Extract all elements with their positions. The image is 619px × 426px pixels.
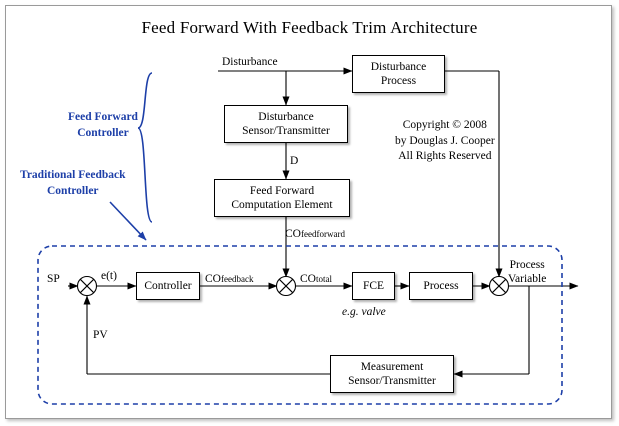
block-disturbance-process-line2: Process bbox=[380, 75, 417, 87]
block-measurement-sensor-line1: Measurement bbox=[360, 360, 424, 373]
block-disturbance-sensor bbox=[224, 105, 348, 143]
label-disturbance: Disturbance bbox=[222, 56, 278, 68]
block-disturbance-sensor-line2: Sensor/Transmitter bbox=[242, 125, 330, 137]
block-process bbox=[409, 272, 473, 300]
group-label-ff-line2: Controller bbox=[77, 126, 129, 139]
label-co-total-base: CO bbox=[300, 273, 316, 285]
copyright-line-2: by Douglas J. Cooper bbox=[395, 134, 495, 147]
block-measurement-sensor bbox=[330, 355, 454, 393]
label-co-feedback-base: CO bbox=[205, 273, 221, 285]
label-pv: PV bbox=[93, 329, 108, 341]
group-label-feed-forward-controller bbox=[68, 110, 138, 141]
label-co-feedback-sub: feedback bbox=[220, 274, 254, 284]
block-ff-element-line2: Computation Element bbox=[231, 199, 333, 211]
block-disturbance-process bbox=[352, 55, 445, 93]
group-label-tfc-line1: Traditional Feedback bbox=[20, 169, 126, 181]
group-label-tfc-line2: Controller bbox=[47, 184, 99, 197]
group-label-ff-line1: Feed Forward bbox=[68, 111, 138, 123]
block-controller bbox=[136, 272, 200, 300]
block-disturbance-sensor-line1: Disturbance bbox=[258, 110, 314, 123]
block-fce-label: FCE bbox=[362, 279, 385, 292]
label-co-feedforward-sub: feedforward bbox=[300, 229, 345, 239]
label-co-feedforward bbox=[285, 228, 345, 240]
label-process-variable-line1: Process bbox=[509, 259, 545, 271]
block-measurement-sensor-line2: Sensor/Transmitter bbox=[348, 375, 436, 387]
label-sp: SP bbox=[47, 273, 60, 285]
block-controller-label: Controller bbox=[144, 279, 192, 292]
label-eg-valve: e.g. valve bbox=[342, 306, 386, 318]
label-co-total-sub: total bbox=[315, 274, 332, 284]
group-label-traditional-feedback-controller bbox=[20, 168, 126, 199]
label-error: e(t) bbox=[101, 270, 117, 282]
block-disturbance-process-line1: Disturbance bbox=[370, 60, 427, 73]
block-fce bbox=[352, 272, 395, 300]
label-process-variable bbox=[508, 258, 546, 287]
copyright-line-3: All Rights Reserved bbox=[398, 150, 492, 163]
copyright-line-1: Copyright © 2008 bbox=[402, 119, 487, 131]
label-co-feedforward-base: CO bbox=[285, 228, 301, 240]
label-co-feedback bbox=[205, 273, 253, 285]
label-co-total bbox=[300, 273, 332, 285]
block-process-label: Process bbox=[423, 279, 459, 292]
label-process-variable-line2: Variable bbox=[508, 273, 547, 286]
page-title: Feed Forward With Feedback Trim Architecture bbox=[141, 18, 478, 37]
copyright-notice bbox=[395, 118, 495, 165]
block-ff-element-line1: Feed Forward bbox=[249, 184, 315, 197]
block-feed-forward-computation-element bbox=[214, 179, 350, 217]
label-d: D bbox=[290, 155, 299, 167]
